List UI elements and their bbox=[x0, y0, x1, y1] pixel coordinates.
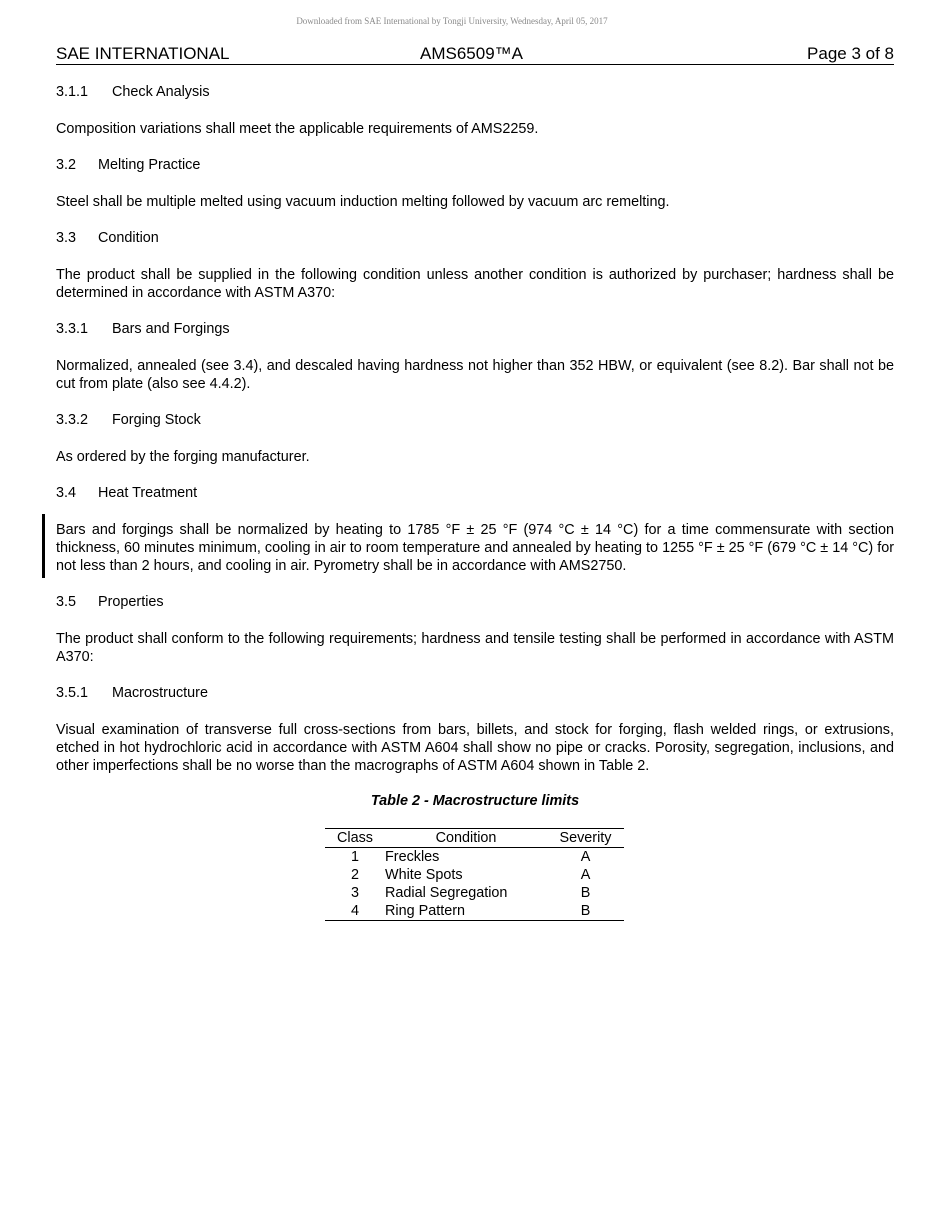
section-number: 3.3.2 bbox=[56, 412, 89, 428]
table-row bbox=[325, 902, 624, 921]
cell-severity: A bbox=[580, 848, 591, 865]
section-number: 3.1.1 bbox=[56, 84, 89, 100]
cell-class: 2 bbox=[350, 866, 359, 883]
heading-3-2 bbox=[56, 156, 894, 174]
paragraph-3-3-1: Normalized, annealed (see 3.4), and descaled having hardness not higher than 352 HBW, or equivalent (see 8.2). Bar shall not be cut from plate (also see 4.4.2). bbox=[56, 358, 894, 392]
section-number: 3.3 bbox=[56, 230, 77, 246]
header-page-number: Page 3 of 8 bbox=[807, 44, 894, 63]
header-document-number: AMS6509™A bbox=[420, 44, 523, 63]
heading-3-1-1 bbox=[56, 83, 894, 101]
paragraph-3-2: Steel shall be multiple melted using vacuum induction melting followed by vacuum arc remelting. bbox=[56, 194, 670, 210]
page-header bbox=[56, 44, 894, 65]
column-header-severity: Severity bbox=[547, 829, 624, 848]
section-title: Melting Practice bbox=[98, 157, 201, 173]
paragraph-3-1-1: Composition variations shall meet the applicable requirements of AMS2259. bbox=[56, 121, 539, 137]
heading-3-5 bbox=[56, 593, 894, 611]
header-organization: SAE INTERNATIONAL bbox=[56, 44, 230, 63]
cell-severity: A bbox=[580, 866, 591, 883]
cell-condition: White Spots bbox=[385, 866, 463, 883]
revision-change-bar bbox=[42, 514, 45, 578]
paragraph-3-3-2: As ordered by the forging manufacturer. bbox=[56, 449, 310, 465]
section-title: Check Analysis bbox=[112, 84, 210, 100]
heading-3-3 bbox=[56, 229, 894, 247]
section-title: Heat Treatment bbox=[98, 485, 198, 501]
section-title: Forging Stock bbox=[112, 412, 201, 428]
paragraph-3-5: The product shall conform to the following requirements; hardness and tensile testing shall be performed in accordance with ASTM A370: bbox=[56, 631, 894, 665]
table-row bbox=[325, 848, 624, 867]
table-caption: Table 2 - Macrostructure limits bbox=[370, 793, 580, 809]
column-header-condition: Condition bbox=[385, 829, 547, 848]
cell-severity: B bbox=[547, 902, 624, 921]
section-number: 3.2 bbox=[56, 157, 77, 173]
cell-condition: Radial Segregation bbox=[385, 884, 508, 901]
section-number: 3.3.1 bbox=[56, 321, 89, 337]
section-title: Bars and Forgings bbox=[112, 321, 230, 337]
section-number: 3.5.1 bbox=[56, 685, 89, 701]
heading-3-3-1 bbox=[56, 320, 894, 338]
column-header-class: Class bbox=[325, 829, 385, 848]
heading-3-3-2 bbox=[56, 411, 894, 429]
cell-class: 3 bbox=[350, 884, 359, 901]
table-row bbox=[325, 866, 624, 884]
section-number: 3.4 bbox=[56, 485, 77, 501]
section-title: Properties bbox=[98, 594, 164, 610]
cell-class: 1 bbox=[350, 848, 359, 865]
paragraph-3-5-1: Visual examination of transverse full cross-sections from bars, billets, and stock for forging, flash welded rings, or extrusions, etched in hot hydrochloric acid in accordance with ASTM A604 shall show no pipe or cracks. Porosity, segregation, inclusions, and other imperfections shall be no worse than the macrographs of ASTM A604 shown in Table 2. bbox=[56, 722, 894, 774]
section-title: Condition bbox=[98, 230, 159, 246]
cell-condition: Freckles bbox=[385, 848, 440, 865]
section-number: 3.5 bbox=[56, 594, 77, 610]
section-title: Macrostructure bbox=[112, 685, 208, 701]
paragraph-3-3: The product shall be supplied in the following condition unless another condition is authorized by purchaser; hardness shall be determined in accordance with ASTM A370: bbox=[56, 267, 894, 301]
table-header-row bbox=[325, 829, 624, 848]
cell-condition: Ring Pattern bbox=[385, 902, 547, 921]
download-notice: Downloaded from SAE International by Tongji University, Wednesday, April 05, 2017 bbox=[296, 16, 608, 26]
cell-class: 4 bbox=[325, 902, 385, 921]
table-row bbox=[325, 884, 624, 902]
heading-3-4 bbox=[56, 484, 894, 502]
heading-3-5-1 bbox=[56, 684, 894, 702]
cell-severity: B bbox=[580, 884, 591, 901]
paragraph-3-4: Bars and forgings shall be normalized by heating to 1785 °F ± 25 °F (974 °C ± 14 °C) for a time commensurate with section thickness, 60 minutes minimum, cooling in air to room temperature and annealed by heating to 1255 °F ± 25 °F (679 °C ± 14 °C) for not less than 2 hours, and cooling in air. Pyrometry shall be in accordance with AMS2750. bbox=[56, 522, 894, 574]
macrostructure-table bbox=[325, 828, 624, 921]
